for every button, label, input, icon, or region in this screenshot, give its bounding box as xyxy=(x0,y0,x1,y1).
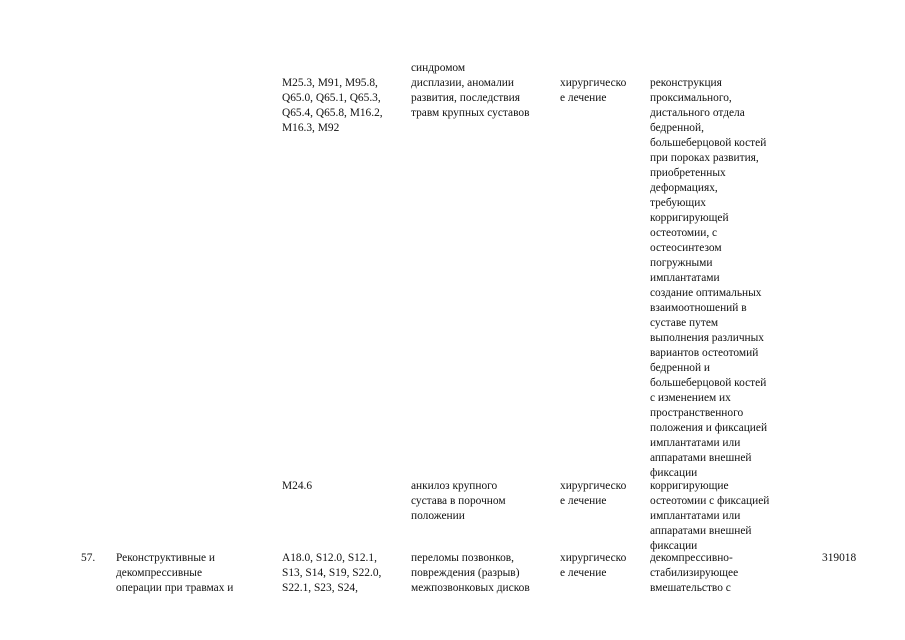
diagnosis-cell: анкилоз крупного сустава в порочном положении xyxy=(411,480,506,522)
treatment-type-cell: хирургическо е лечение xyxy=(560,480,627,507)
treatment-type-cell: хирургическо е лечение xyxy=(560,552,627,579)
treatment-method-cell: декомпрессивно- стабилизирующее вмешательство с xyxy=(650,552,739,594)
treatment-type-cell: хирургическо е лечение xyxy=(560,77,627,104)
icd-codes-cell: A18.0, S12.0, S12.1, S13, S14, S19, S22.0, S22.1, S23, S24, xyxy=(282,552,382,594)
diagnosis-cell: синдромом дисплазии, аномалии развития, последствия травм крупных суставов xyxy=(411,62,530,119)
icd-codes-cell: M24.6 xyxy=(282,480,313,492)
treatment-method-cell: реконструкция проксимального, дистального отдела бедренной, большеберцовой костей при пороках развития, приобретенных деформациях, требующих корригирующей остеотомии, с остеосинтезом погружными имплантатами создание оптимальных взаимоотношений в суставе путем выполнения различных вариантов остеотомий бедренной и большеберцовой костей с изменением их пространственного положения и фиксацией имплантатами или аппаратами внешней фиксации xyxy=(650,77,768,479)
diagnosis-cell: переломы позвонков, повреждения (разрыв) межпозвонковых дисков xyxy=(411,552,530,594)
treatment-method-cell: корригирующие остеотомии с фиксацией имплантатами или аппаратами внешней фиксации xyxy=(650,480,770,552)
icd-codes-cell: M25.3, M91, M95.8, Q65.0, Q65.1, Q65.3, Q65.4, Q65.8, M16.2, M16.3, M92 xyxy=(282,77,383,134)
row-number-cell: 57. xyxy=(81,552,96,564)
care-type-name-cell: Реконструктивные и декомпрессивные операции при травмах и xyxy=(116,552,234,594)
price-cell: 319018 xyxy=(822,552,857,564)
